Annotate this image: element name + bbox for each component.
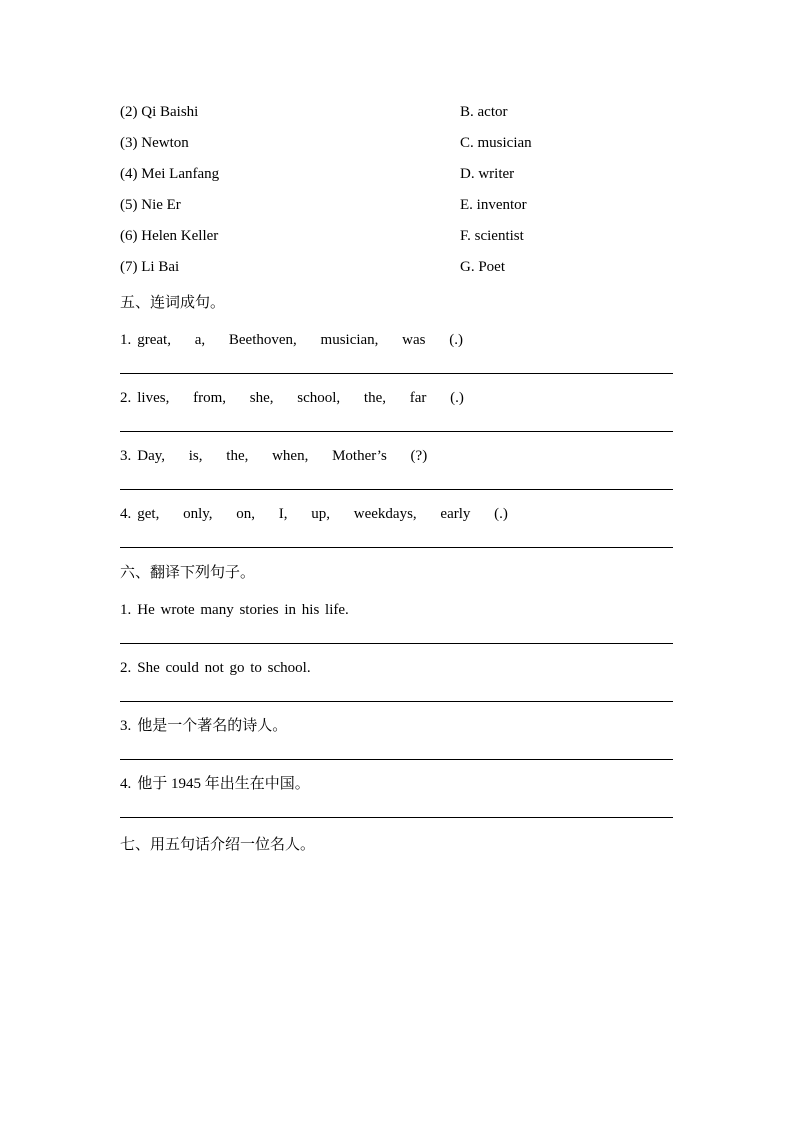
matching-left-item: (7) Li Bai [120,259,180,275]
question-text [120,383,673,414]
matching-right-item: E. inventor [460,197,527,213]
question-words: get, only, on, I, up, weekdays, early (.) [137,506,508,522]
answer-line [120,489,673,490]
question-text [120,499,673,530]
matching-section [120,97,673,283]
question-text [120,711,673,742]
question-text [120,595,673,626]
question-number: 1. [120,332,132,348]
question-sentence: She could not go to school. [137,660,311,676]
matching-right-item: F. scientist [460,228,524,244]
section-seven [120,830,673,861]
question-words: Day, is, the, when, Mother’s (?) [137,448,428,464]
question-item [120,325,673,374]
matching-row [120,128,673,159]
section-five-title: 五、连词成句。 [120,295,226,311]
question-item [120,595,673,644]
question-number: 3. [120,718,132,734]
answer-line [120,431,673,432]
question-number: 4. [120,776,132,792]
matching-left-item: (2) Qi Baishi [120,104,199,120]
matching-left-item: (4) Mei Lanfang [120,166,220,182]
question-number: 1. [120,602,132,618]
question-number: 3. [120,448,132,464]
matching-row [120,221,673,252]
question-item [120,653,673,702]
matching-row [120,252,673,283]
matching-left-item: (6) Helen Keller [120,228,219,244]
section-five [120,288,673,548]
matching-row [120,190,673,221]
answer-line [120,643,673,644]
question-item [120,383,673,432]
matching-row [120,97,673,128]
question-item [120,711,673,760]
matching-right-item: D. writer [460,166,515,182]
question-words: great, a, Beethoven, musician, was (.) [137,332,464,348]
question-item [120,441,673,490]
answer-line [120,373,673,374]
matching-right-item: G. Poet [460,259,505,275]
matching-left-item: (3) Newton [120,135,189,151]
question-number: 2. [120,390,132,406]
answer-line [120,759,673,760]
matching-row [120,159,673,190]
question-item [120,769,673,818]
question-text [120,653,673,684]
section-seven-title: 七、用五句话介绍一位名人。 [120,837,316,853]
question-number: 2. [120,660,132,676]
question-sentence: 他于 1945 年出生在中国。 [137,776,310,792]
question-text [120,441,673,472]
question-sentence: 他是一个著名的诗人。 [137,718,288,734]
section-six-title: 六、翻译下列句子。 [120,565,256,581]
question-text [120,325,673,356]
question-item [120,499,673,548]
question-words: lives, from, she, school, the, far (.) [137,390,464,406]
answer-line [120,817,673,818]
question-sentence: He wrote many stories in his life. [137,602,349,618]
matching-right-item: C. musician [460,135,532,151]
question-text [120,769,673,800]
section-six [120,558,673,818]
answer-line [120,547,673,548]
question-number: 4. [120,506,132,522]
answer-line [120,701,673,702]
matching-right-item: B. actor [460,104,508,120]
matching-left-item: (5) Nie Er [120,197,181,213]
